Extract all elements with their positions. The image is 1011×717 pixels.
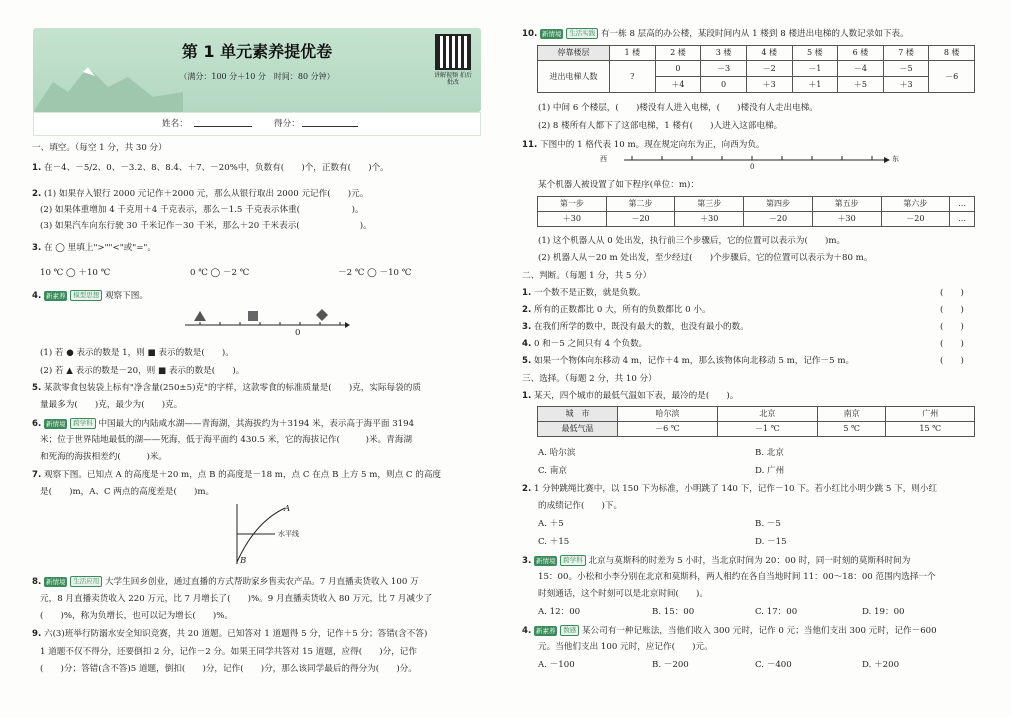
question-9-line-3: ( )分；答错(含不答)5 道题，倒扣( )分，记作( )分，那么该同学最后的得分为( )分。 [40,664,417,674]
tag-new-situation-3: 新情境 [541,29,562,38]
point-a-label: A [284,504,291,514]
choice-4-option-d[interactable]: D. ＋200 [862,660,900,670]
question-6-line-2: 米；位于世界陆地最低的湖——死海，低于海平面约 430.5 米，它的海拔记作( )米。青海湖 [40,435,412,445]
header-banner [33,28,481,112]
question-2-part-2: (2) 如果体重增加 4 千克用＋4 千克表示，那么－1.5 千克表示体重( )。 [40,205,364,215]
tag-core-2: 新素养 [535,626,556,635]
tag-cross-2: 跨学科 [560,555,586,566]
temperature-table: 城 市 哈尔滨 北京 南京 广州 最低气温 －6 ℃ －1 ℃ 5 ℃ 15 ℃ [537,406,975,437]
question-3-item-3: －2 ℃ ◯ －10 ℃ [338,268,412,278]
question-5-line-2: 量最多为( )克，最少为( )克。 [40,400,183,410]
number-line-zero: 0 [295,328,301,338]
name-field[interactable] [194,117,252,127]
question-10: 10. 新情境 生活实践 有一栋 8 层高的办公楼，某段时间内从 1 楼到 8 楼进出电梯的人数记录如下表。 [522,29,909,39]
choice-3-option-a[interactable]: A. 12：00 [538,607,581,617]
page-subtitle: （满分：100 分＋10 分 时间：80 分钟） [179,72,335,81]
choice-2-line-2: 的成绩记作( )下。 [538,501,623,511]
choice-2-option-d[interactable]: D. －15 [755,537,787,547]
judge-2: 2. 所有的正数都比 0 大，所有的负数都比 0 小。 [522,305,711,315]
question-5: 5. 某款零食包装袋上标有"净含量(250±5)克"的字样，这款零食的标准质量是( )克，实际每袋的质 [32,383,421,393]
elevator-table: 停靠楼层 1 楼 2 楼 3 楼 4 楼 5 楼 6 楼 7 楼 8 楼 进出电梯人数 ? 0 －3 －2 －1 －4 －5 －6 ＋4 0 ＋3 ＋1 ＋5 ＋3 [537,45,975,93]
judge-3: 3. 在我们所学的数中，既没有最大的数，也没有最小的数。 [522,322,749,332]
judge-4-answer[interactable]: ( ) [940,339,964,349]
choice-2-option-c[interactable]: C. ＋15 [538,537,570,547]
score-label: 得分： [274,119,300,129]
east-west-line [612,152,902,174]
section-1-heading: 一、填空。（每空 1 分，共 30 分） [32,143,167,153]
section-3-heading: 三、选择。（每题 2 分，共 10 分） [522,374,657,384]
height-figure [225,502,315,566]
choice-3-option-d[interactable]: D. 19：00 [862,607,905,617]
tag-new-situation-4: 新情境 [535,556,556,565]
choice-4-line-2: 元。当他们支出 100 元时，应记作( )元。 [538,642,713,652]
diamond-marker [316,309,328,321]
score-field[interactable] [302,117,358,127]
tag-numsense: 数感 [560,625,579,636]
question-4: 4. 新素养 模型思想 观察下图。 [32,291,148,301]
tag-life-2: 生活实践 [566,28,598,39]
question-3: 3. 在 ◯ 里填上">""<"或"="。 [32,243,156,253]
choice-1-option-d[interactable]: D. 广州 [755,466,785,476]
question-2: 2. (1) 如果存入银行 2000 元记作＋2000 元，那么从银行取出 2000 元记作( )元。 [32,189,369,199]
question-6: 6. 新情境 跨学科 中国最大的内陆咸水湖——青海湖，其海拔约为＋3194 米，表示高于海平面 3194 [32,419,415,429]
choice-4-option-b[interactable]: B. －200 [652,660,689,670]
choice-2-option-a[interactable]: A. ＋5 [538,519,564,529]
number-line-figure [180,303,350,339]
tag-life: 生活应用 [70,576,102,587]
question-6-line-3: 和死海的海拔相差约( )米。 [40,452,168,462]
question-2-part-3: (3) 如果汽车向东行驶 30 千米记作－30 千米，那么＋20 千米表示( )。 [40,221,372,231]
square-marker [248,311,258,321]
name-label: 姓名： [162,119,188,129]
choice-1-option-a[interactable]: A. 哈尔滨 [538,448,576,458]
qr-code-icon[interactable] [435,34,471,70]
robot-program-intro: 某个机器人被设置了如下程序(单位：m)： [538,180,699,190]
question-7: 7. 观察下图。已知点 A 的高度是＋20 m，点 B 的高度是－18 m，点 C 在点 B 上方 5 m，则点 C 的高度 [32,470,442,480]
question-9: 9. 六(3)班举行防溺水安全知识竞赛，共 20 道题。已知答对 1 道题得 5 分，记作＋5 分；答错(含不答) [32,629,428,639]
question-4-part-2: (2) 若 ▲ 表示的数是－20，则 ■ 表示的数是( )。 [40,366,245,376]
question-11-part-1: (1) 这个机器人从 0 处出发，执行前三个步骤后，它的位置可以表示为( )m。 [538,236,846,246]
triangle-marker [194,311,206,321]
west-label: 西 [600,155,607,163]
choice-3-option-b[interactable]: B. 15：00 [652,607,695,617]
choice-4-option-a[interactable]: A. －100 [538,660,575,670]
tag-new-situation: 新情境 [45,419,66,428]
tag-model: 模型思想 [70,290,102,301]
judge-1: 1. 一个数不是正数，就是负数。 [522,288,646,298]
question-10-part-2: (2) 8 楼所有人都下了这部电梯，1 楼有( )人进入这部电梯。 [538,121,783,131]
choice-1-option-b[interactable]: B. 北京 [755,448,784,458]
qr-caption: 讲解视频 拍后批改 [434,72,472,87]
choice-3-line-3: 时刻通话，这个时刻可以是北京时间( )。 [538,589,708,599]
east-west-zero: 0 [750,163,755,171]
judge-4: 4. 0 和－5 之间只有 4 个负数。 [522,339,648,349]
judge-1-answer[interactable]: ( ) [940,288,964,298]
choice-4: 4. 新素养 数感 某公司有一种记账法，当他们收入 300 元时，记作 0 元；当他们支出 300 元时，记作－600 [522,626,937,636]
choice-2-option-b[interactable]: B. －5 [755,519,781,529]
question-7-line-2: 是( )m，A、C 两点的高度差是( )m。 [40,487,215,497]
choice-3-option-c[interactable]: C. 17：00 [755,607,798,617]
tag-new-situation-2: 新情境 [45,577,66,586]
choice-1: 1. 某天，四个城市的最低气温如下表，最冷的是( )。 [522,391,739,401]
choice-1-option-c[interactable]: C. 南京 [538,466,567,476]
question-3-item-2: 0 ℃ ◯ －2 ℃ [190,268,250,278]
question-4-part-1: (1) 若 ● 表示的数是 1，则 ■ 表示的数是( )。 [40,348,234,358]
question-10-part-1: (1) 中间 6 个楼层，( )楼没有人进入电梯，( )楼没有人走出电梯。 [538,103,818,113]
robot-steps-table: 第一步 第二步 第三步 第四步 第五步 第六步 … ＋30 －20 ＋30 －20 ＋30 －20 … [537,196,975,227]
point-b-label: B [240,556,247,566]
judge-5-answer[interactable]: ( ) [940,356,964,366]
judge-3-answer[interactable]: ( ) [940,322,964,332]
sea-level-label: 水平线 [278,530,299,538]
question-8-line-2: 元，8 月直播卖货收入 220 万元，比 7 月增长了( )%。9 月直播卖货收入 80 万元，比 7 月减少了 [40,594,433,604]
choice-3-line-2: 15：00。小松和小李分别在北京和莫斯科，两人相约在各自当地时间 11：00～18：00 范围内选择一个 [538,572,936,582]
choice-2: 2. 1 分钟跳绳比赛中，以 150 下为标准，小明跳了 140 下，记作－10 下。若小红比小明少跳 5 下，则小红 [522,484,938,494]
east-label: 东 [892,155,899,163]
question-11-part-2: (2) 机器人从－20 m 处出发，至少经过( )个步骤后，它的位置可以表示为＋80 m。 [538,253,873,263]
page-title: 第 1 单元素养提优卷 [181,42,333,61]
question-1: 1. 在－4、－5/2、0、－3.2、8、8.4、＋7、－20%中，负数有( )个，正数有( )个。 [32,163,389,173]
choice-4-option-c[interactable]: C. －400 [755,660,792,670]
question-8: 8. 新情境 生活应用 大学生回乡创业，通过直播的方式帮助家乡售卖农产品。7 月直播卖货收入 100 万 [32,577,419,587]
question-11: 11. 下图中的 1 格代表 10 m。现在规定向东为正，向西为负。 [522,140,765,150]
tag-new-core: 新素养 [45,291,66,300]
choice-3: 3. 新情境 跨学科 北京与莫斯科的时差为 5 小时，当北京时间为 20：00 时，同一时刻的莫斯科时间为 [522,556,911,566]
judge-5: 5. 如果一个物体向东移动 4 m，记作＋4 m，那么该物体向北移动 5 m，记作－5 m。 [522,356,855,366]
question-8-line-3: ( )%，称为负增长，也可以记为增长( )%。 [40,611,234,621]
question-9-line-2: 1 道题不仅不得分，还要倒扣 2 分，记作－2 分。如果王同学共答对 15 道题，应得( )分，记作 [40,647,417,657]
section-2-heading: 二、判断。（每题 1 分，共 5 分） [522,271,652,281]
name-score-bar [33,112,481,136]
question-3-item-1: 10 ℃ ◯ ＋10 ℃ [40,268,111,278]
judge-2-answer[interactable]: ( ) [940,305,964,315]
tag-cross: 跨学科 [70,418,96,429]
